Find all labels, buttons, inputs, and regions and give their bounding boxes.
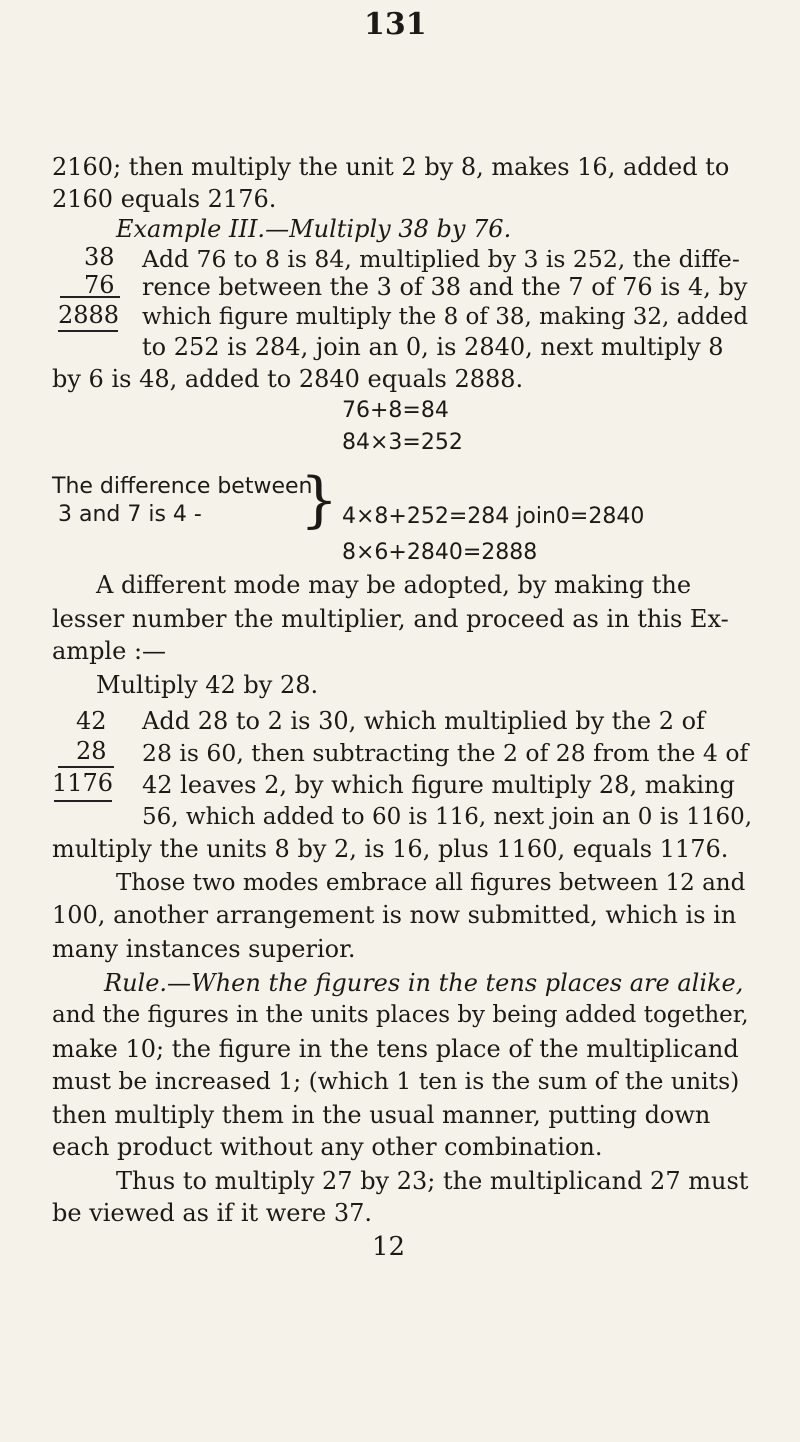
margin-product: 2888 — [58, 301, 120, 329]
text-line: be viewed as if it were 37. — [52, 1199, 372, 1227]
text-line: ample :— — [52, 637, 167, 665]
equation: 84×3=252 — [342, 430, 463, 455]
text-line: many instances superior. — [52, 935, 356, 963]
text-line: by 6 is 48, added to 2840 equals 2888. — [52, 365, 524, 393]
rule-line: Rule.—When the figures in the tens places are alike, — [104, 969, 744, 997]
text-line: and the figures in the units places by being added together, — [52, 1002, 749, 1028]
signature-mark: 12 — [372, 1232, 406, 1262]
text-line: Add 76 to 8 is 84, multiplied by 3 is 252, the diffe- — [142, 245, 740, 273]
text-line: Multiply 42 by 28. — [96, 671, 319, 699]
text-line: Thus to multiply 27 by 23; the multiplicand 27 must — [116, 1167, 749, 1195]
margin-multiplier: 28 — [76, 737, 107, 765]
text-line: A different mode may be adopted, by making the — [96, 571, 692, 599]
text-line: must be increased 1; (which 1 ten is the sum of the units) — [52, 1067, 740, 1095]
text-line: Add 28 to 2 is 30, which multiplied by the 2 of — [142, 707, 705, 735]
equation: 76+8=84 — [342, 398, 449, 423]
text-line: which figure multiply the 8 of 38, making 32, added — [142, 304, 749, 330]
text-line: multiply the units 8 by 2, is 16, plus 1160, equals 1176. — [52, 835, 729, 863]
example-heading: Example III.—Multiply 38 by 76. — [116, 215, 512, 243]
difference-note: The difference between — [52, 474, 313, 499]
text-line: Those two modes embrace all figures between 12 and — [116, 870, 746, 896]
margin-rule — [60, 296, 120, 298]
margin-multiplicand: 38 — [84, 243, 115, 271]
text-line: rence between the 3 of 38 and the 7 of 76 is 4, by — [142, 273, 748, 301]
text-line: 56, which added to 60 is 116, next join an 0 is 1160, — [142, 804, 753, 830]
text-line: 100, another arrangement is now submitted, which is in — [52, 901, 737, 929]
right-brace-icon: } — [300, 465, 339, 535]
margin-multiplicand: 42 — [76, 707, 107, 735]
text-line: 28 is 60, then subtracting the 2 of 28 from the 4 of — [142, 739, 749, 767]
margin-rule — [58, 330, 118, 332]
equation: 8×6+2840=2888 — [342, 540, 538, 565]
text-line: 2160; then multiply the unit 2 by 8, makes 16, added to — [52, 153, 730, 181]
text-line: then multiply them in the usual manner, putting down — [52, 1101, 711, 1129]
equation: 4×8+252=284 join0=2840 — [342, 504, 645, 529]
text-line: to 252 is 284, join an 0, is 2840, next multiply 8 — [142, 333, 724, 361]
page-number: 131 — [364, 7, 427, 42]
margin-product: 1176 — [52, 769, 114, 797]
margin-rule — [54, 800, 112, 802]
text-line: 2160 equals 2176. — [52, 185, 277, 213]
difference-note: 3 and 7 is 4 - — [58, 502, 202, 527]
text-line: make 10; the figure in the tens place of the multiplicand — [52, 1035, 739, 1063]
text-line: 42 leaves 2, by which figure multiply 28, making — [142, 771, 735, 799]
margin-multiplier: 76 — [84, 271, 115, 299]
text-line: lesser number the multiplier, and proceed as in this Ex- — [52, 605, 729, 633]
text-line: each product without any other combination. — [52, 1133, 603, 1161]
